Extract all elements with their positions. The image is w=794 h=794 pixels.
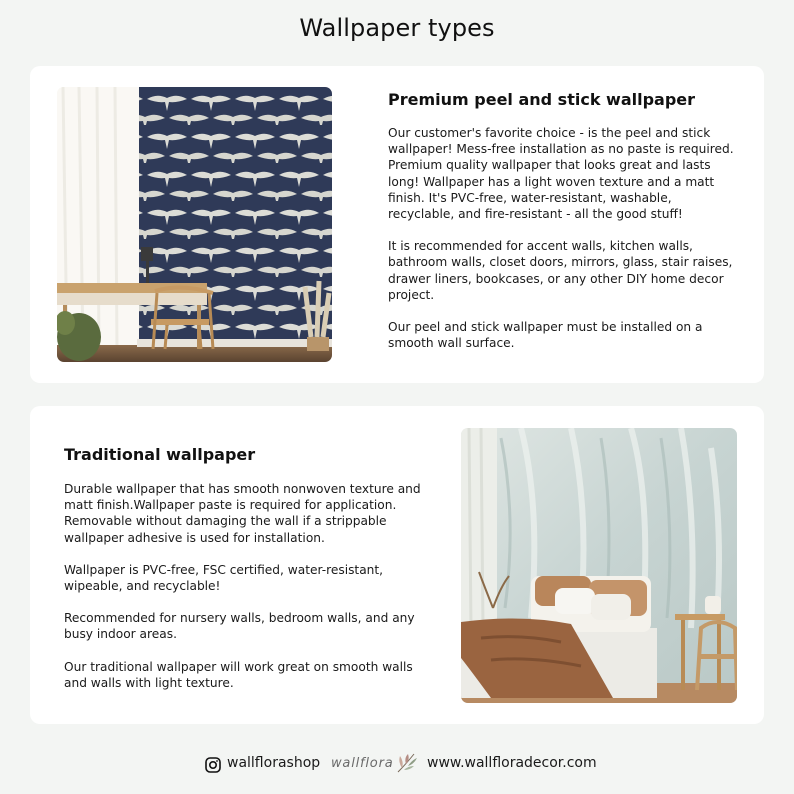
- section-paragraph: Durable wallpaper that has smooth nonwoven texture and matt finish.Wallpaper paste is required for application. Removable without damaging the wall if a strippable wallpaper adhesive is used for installation.: [64, 482, 421, 545]
- section-heading: Premium peel and stick wallpaper: [388, 90, 696, 109]
- leaf-sprig-icon: [394, 752, 418, 774]
- peel-and-stick-room-photo: [57, 87, 332, 362]
- section-paragraph: Recommended for nursery walls, bedroom walls, and any busy indoor areas.: [64, 611, 415, 642]
- instagram-icon[interactable]: [205, 757, 221, 773]
- instagram-handle[interactable]: wallflorashop: [227, 755, 321, 771]
- page-title: Wallpaper types: [299, 14, 495, 42]
- section-heading: Traditional wallpaper: [64, 445, 256, 464]
- traditional-card: [30, 406, 764, 724]
- footer: [0, 752, 794, 778]
- peel-and-stick-card: [30, 66, 764, 383]
- section-body: [64, 481, 429, 707]
- traditional-bedroom-photo: [461, 428, 737, 703]
- brand-name: wallflora: [331, 756, 394, 771]
- section-paragraph: It is recommended for accent walls, kitchen walls, bathroom walls, closet doors, mirrors, glass, stair raises, drawer liners, bookcases, or any other DIY home decor project.: [388, 239, 733, 302]
- section-paragraph: Our peel and stick wallpaper must be installed on a smooth wall surface.: [388, 320, 703, 351]
- section-paragraph: Our customer's favorite choice - is the peel and stick wallpaper! Mess-free installation as no paste is required. Premium quality wallpaper that looks great and lasts long! Wallpaper has a light woven texture and a matt finish. It's PVC-free, water-resistant, washable, recyclable, and fire-resistant - all the good stuff!: [388, 126, 734, 222]
- website-link[interactable]: www.wallfloradecor.com: [427, 755, 597, 771]
- section-paragraph: Our traditional wallpaper will work great on smooth walls and walls with light texture.: [64, 659, 413, 690]
- section-body: [388, 125, 738, 367]
- section-paragraph: Wallpaper is PVC-free, FSC certified, water-resistant, wipeable, and recyclable!: [64, 562, 384, 594]
